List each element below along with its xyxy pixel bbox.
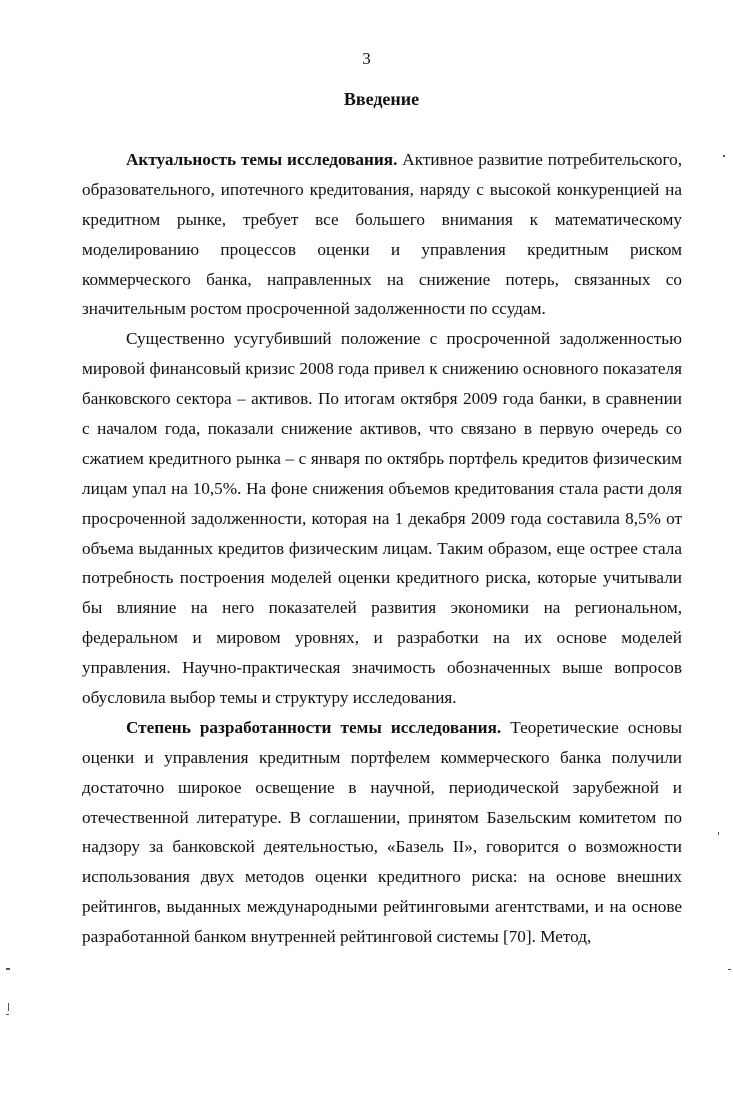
paragraph-line: объема выданных кредитов физическим лицам. Таким образом, еще острее стала bbox=[82, 538, 682, 558]
line-text: Активное развитие потребительского, bbox=[397, 150, 682, 169]
paragraph-line: разработанной банком внутренней рейтинговой системы [70]. Метод, bbox=[82, 927, 592, 947]
paragraph-line: кредитном рынке, требует все большего внимания к математическому bbox=[82, 209, 682, 229]
scan-mark bbox=[8, 1003, 9, 1011]
paragraph-line: отечественной литературе. В соглашении, принятом Базельским комитетом по bbox=[82, 807, 682, 827]
paragraph-line: сжатием кредитного рынка – с января по октябрь портфель кредитов физическим bbox=[82, 448, 682, 468]
scan-mark bbox=[6, 968, 10, 970]
paragraph-line bbox=[82, 149, 682, 179]
paragraph-line: образовательного, ипотечного кредитования, наряду с высокой конкуренцией на bbox=[82, 179, 682, 199]
run-in-heading: Степень разработанности темы исследования. bbox=[126, 717, 502, 737]
paragraph-relevance bbox=[82, 149, 682, 328]
paragraph-line: оценки и управления кредитным портфелем коммерческого банка получили bbox=[82, 747, 682, 767]
paragraph-development-degree bbox=[82, 717, 682, 956]
paragraph-line bbox=[82, 717, 682, 747]
line-text: Существенно усугубивший положение с просроченной задолженностью bbox=[126, 329, 682, 349]
page-title: Введение bbox=[343, 89, 420, 109]
paragraph-crisis bbox=[82, 328, 682, 717]
paragraph-line: просроченной задолженности, которая на 1 декабря 2009 года составила 8,5% от bbox=[82, 508, 682, 528]
paragraph-line: значительным ростом просроченной задолженности по ссудам. bbox=[82, 299, 546, 319]
paragraph-line: федеральном и мировом уровнях, и разработки на их основе моделей bbox=[82, 628, 682, 648]
paragraph-line: с началом года, показали снижение активов, что связано в первую очередь со bbox=[82, 419, 682, 439]
page-number: 3 bbox=[362, 49, 371, 68]
paragraph-line: коммерческого банка, направленных на снижение потерь, связанных со bbox=[82, 269, 682, 289]
paragraph-line: лицам упал на 10,5%. На фоне снижения объемов кредитования стала расти доля bbox=[82, 478, 682, 498]
scan-mark bbox=[6, 1014, 9, 1015]
document-body bbox=[82, 149, 682, 956]
paragraph-line: моделированию процессов оценки и управления кредитным риском bbox=[82, 239, 682, 259]
scan-mark bbox=[728, 969, 731, 970]
paragraph-line: банковского сектора – активов. По итогам октября 2009 года банки, в сравнении bbox=[82, 389, 682, 409]
paragraph-line: управления. Научно-практическая значимость обозначенных выше вопросов bbox=[82, 658, 682, 678]
paragraph-line: мировой финансовый кризис 2008 года привел к снижению основного показателя bbox=[82, 359, 682, 379]
paragraph-line: потребность построения моделей оценки кредитного риска, которые учитывали bbox=[82, 568, 682, 588]
paragraph-line: использования двух методов оценки кредитного риска: на основе внешних bbox=[82, 867, 682, 887]
paragraph-line: обусловила выбор темы и структуру исследования. bbox=[82, 688, 457, 708]
paragraph-line: бы влияние на него показателей развития экономики на региональном, bbox=[82, 598, 682, 618]
scan-mark bbox=[723, 155, 725, 157]
paragraph-line: достаточно широкое освещение в научной, периодической зарубежной и bbox=[82, 777, 682, 797]
run-in-heading: Актуальность темы исследования. bbox=[126, 150, 398, 169]
scan-mark bbox=[718, 832, 719, 835]
line-text: Теоретические основы bbox=[501, 717, 682, 737]
paragraph-line: надзору за банковской деятельностью, «Базель II», говорится о возможности bbox=[82, 837, 682, 857]
paragraph-line: рейтингов, выданных международными рейтинговыми агентствами, и на основе bbox=[82, 897, 682, 917]
paragraph-line bbox=[82, 328, 682, 358]
